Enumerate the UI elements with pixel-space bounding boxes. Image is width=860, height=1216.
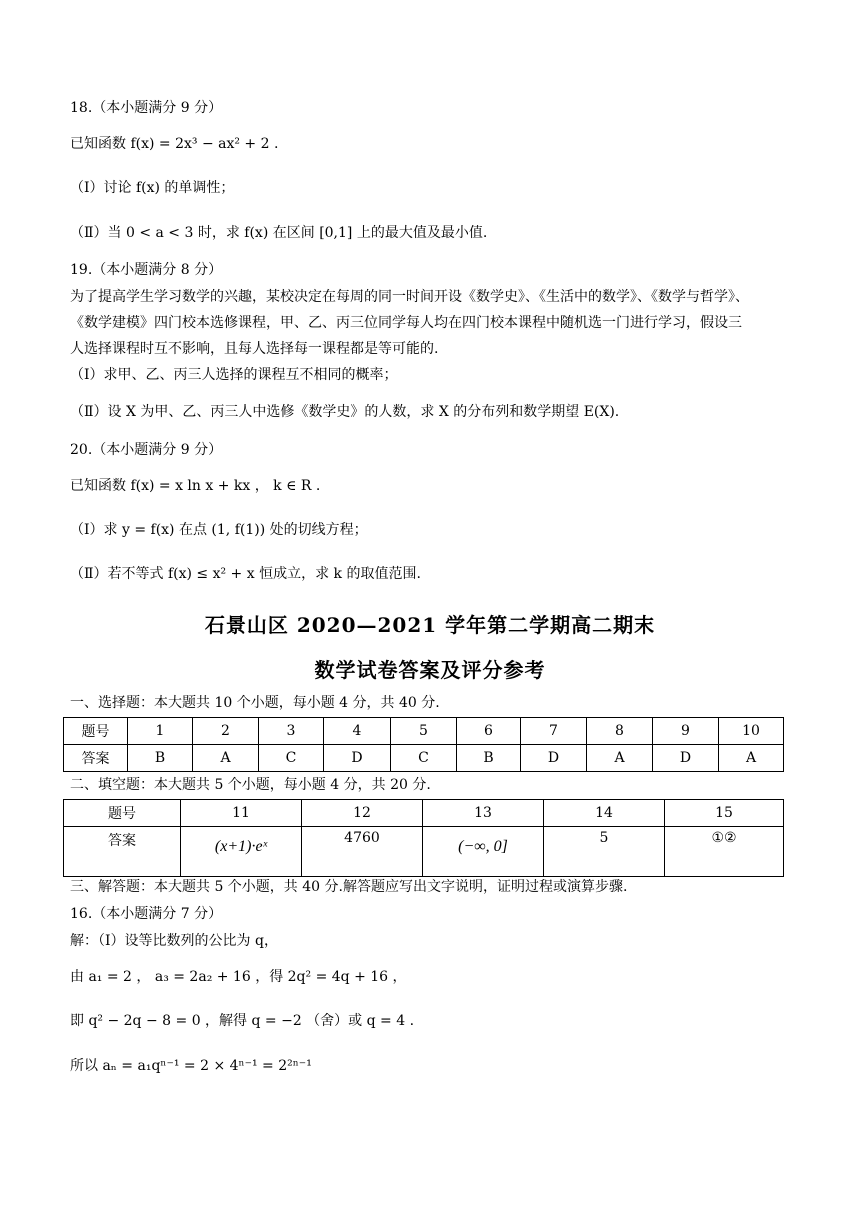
answer-cell: B [457, 745, 521, 772]
q18-stem: 已知函数 f(x) = 2x³ − ax² + 2 . [70, 136, 279, 152]
q16-line2: 由 a₁ = 2 ， a₃ = 2a₂ + 16 ，得 2q² = 4q + 16 ， [70, 969, 407, 985]
table-row [64, 718, 784, 745]
answer-cell: A [719, 745, 784, 772]
answer-cell: A [587, 745, 653, 772]
question-number: 3 [259, 718, 324, 745]
answer-cell: D [521, 745, 587, 772]
answer-cell: 5 [544, 827, 665, 877]
question-number: 8 [587, 718, 653, 745]
answer-key-subtitle: 数学试卷答案及评分参考 [314, 658, 546, 682]
question-number: 9 [653, 718, 719, 745]
answer-cell: 4760 [302, 827, 423, 877]
question-number: 2 [193, 718, 259, 745]
q19-stem-line2: 《数学建模》四门校本选修课程，甲、乙、丙三位同学每人均在四门校本课程中随机选一门进行学习，假设三 [70, 315, 742, 331]
q16-line3: 即 q² − 2q − 8 = 0 ，解得 q = −2 （舍）或 q = 4 . [70, 1013, 415, 1029]
q19-stem-line3: 人选择课程时互不影响，且每人选择每一课程都是等可能的. [70, 341, 439, 357]
table-row [64, 827, 784, 877]
row-label-number: 题号 [64, 800, 181, 827]
question-number: 14 [544, 800, 665, 827]
q19-heading: 19.（本小题满分 8 分） [70, 262, 223, 278]
fill-answer-table [63, 799, 784, 877]
question-number: 10 [719, 718, 784, 745]
q18-part1: （Ⅰ）讨论 f(x) 的单调性； [70, 180, 235, 196]
section2-heading: 二、填空题：本大题共 5 个小题，每小题 4 分，共 20 分. [70, 777, 431, 793]
q20-heading: 20.（本小题满分 9 分） [70, 442, 223, 458]
question-number: 1 [128, 718, 193, 745]
row-label-number: 题号 [64, 718, 128, 745]
question-number: 13 [423, 800, 544, 827]
q16-line4: 所以 aₙ = a₁qⁿ⁻¹ = 2 × 4ⁿ⁻¹ = 2²ⁿ⁻¹ [70, 1058, 312, 1074]
q16-line1: 解：（Ⅰ）设等比数列的公比为 q， [70, 933, 278, 949]
q20-part1: （Ⅰ）求 y = f(x) 在点 (1, f(1)) 处的切线方程； [70, 522, 368, 538]
q20-part2: （Ⅱ）若不等式 f(x) ≤ x² + x 恒成立，求 k 的取值范围. [70, 566, 421, 582]
q19-part1: （Ⅰ）求甲、乙、丙三人选择的课程互不相同的概率； [70, 367, 398, 383]
answer-cell: C [391, 745, 457, 772]
row-label-answer: 答案 [64, 827, 181, 877]
table-row [64, 745, 784, 772]
q18-part2: （Ⅱ）当 0 < a < 3 时，求 f(x) 在区间 [0,1] 上的最大值及最小值. [70, 225, 488, 241]
answer-cell: C [259, 745, 324, 772]
q19-stem-line1: 为了提高学生学习数学的兴趣，某校决定在每周的同一时间开设《数学史》、《生活中的数学》、《数学与哲学》、 [70, 289, 749, 305]
answer-cell: D [653, 745, 719, 772]
question-number: 4 [324, 718, 391, 745]
answer-cell: D [324, 745, 391, 772]
question-number: 6 [457, 718, 521, 745]
answer-cell: ①② [665, 827, 784, 877]
question-number: 11 [181, 800, 302, 827]
answer-cell: B [128, 745, 193, 772]
answer-math: (−∞, 0] [458, 838, 508, 855]
row-label-answer: 答案 [64, 745, 128, 772]
section1-heading: 一、选择题：本大题共 10 个小题，每小题 4 分，共 40 分. [70, 695, 440, 711]
answer-cell: A [193, 745, 259, 772]
q16-heading: 16.（本小题满分 7 分） [70, 906, 223, 922]
q18-heading: 18.（本小题满分 9 分） [70, 100, 223, 116]
question-number: 12 [302, 800, 423, 827]
answer-cell [423, 827, 544, 877]
section3-heading: 三、解答题：本大题共 5 个小题，共 40 分.解答题应写出文字说明，证明过程或演算步骤. [70, 879, 628, 895]
answer-math: (x+1)·eˣ [214, 838, 268, 855]
question-number: 5 [391, 718, 457, 745]
q19-part2: （Ⅱ）设 X 为甲、乙、丙三人中选修《数学史》的人数，求 X 的分布列和数学期望 E(X). [70, 404, 620, 420]
q20-stem: 已知函数 f(x) = x ln x + kx ， k ∈ R . [70, 478, 321, 494]
question-number: 15 [665, 800, 784, 827]
question-number: 7 [521, 718, 587, 745]
table-row [64, 800, 784, 827]
answer-key-title: 石景山区 2020—2021 学年第二学期高二期末 [204, 613, 656, 637]
answer-cell [181, 827, 302, 877]
choice-answer-table [63, 717, 784, 772]
